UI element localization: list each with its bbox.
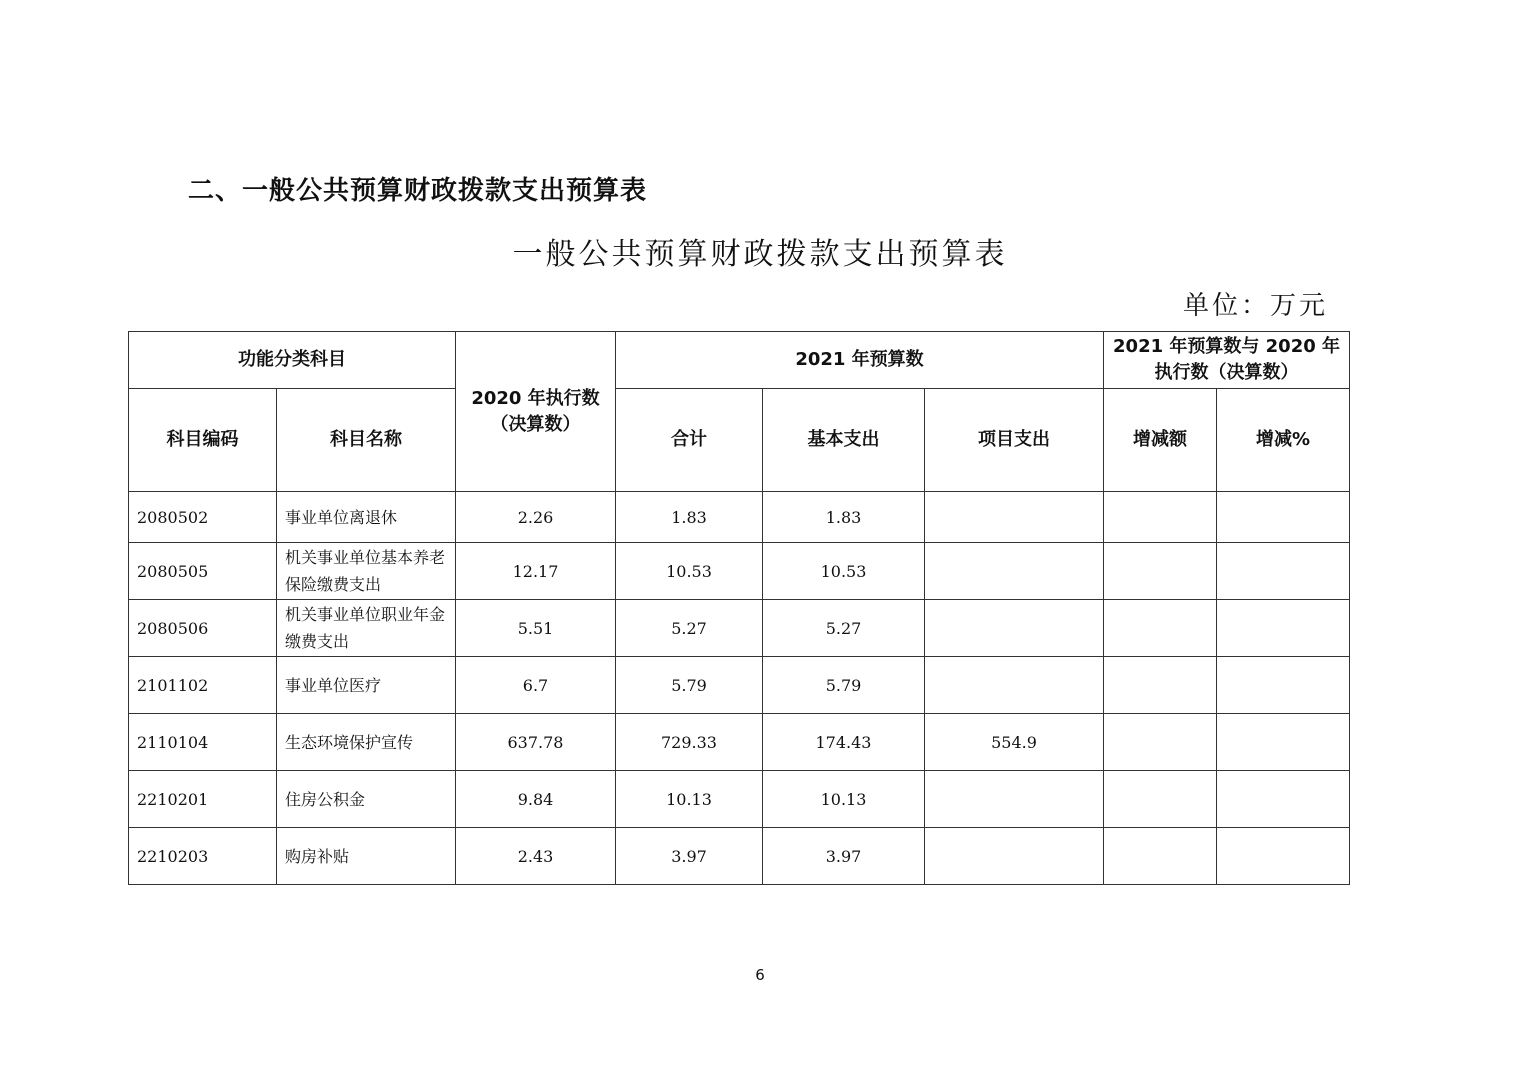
header-compare: 2021 年预算数与 2020 年执行数（决算数） bbox=[1104, 332, 1350, 389]
header-total: 合计 bbox=[616, 389, 763, 492]
cell-change-amount bbox=[1104, 828, 1217, 885]
cell-total: 10.53 bbox=[616, 543, 763, 600]
cell-code: 2110104 bbox=[129, 714, 277, 771]
header-exec-2020: 2020 年执行数（决算数） bbox=[456, 332, 616, 492]
header-budget-2021: 2021 年预算数 bbox=[616, 332, 1104, 389]
cell-project bbox=[925, 828, 1104, 885]
cell-change-amount bbox=[1104, 543, 1217, 600]
cell-change-pct bbox=[1217, 828, 1350, 885]
cell-project bbox=[925, 492, 1104, 543]
cell-name: 生态环境保护宣传 bbox=[277, 714, 456, 771]
cell-total: 3.97 bbox=[616, 828, 763, 885]
cell-basic: 10.13 bbox=[763, 771, 925, 828]
cell-code: 2080505 bbox=[129, 543, 277, 600]
cell-change-pct bbox=[1217, 600, 1350, 657]
page-number: 6 bbox=[755, 966, 765, 984]
cell-total: 729.33 bbox=[616, 714, 763, 771]
cell-change-amount bbox=[1104, 492, 1217, 543]
cell-total: 5.79 bbox=[616, 657, 763, 714]
cell-project bbox=[925, 771, 1104, 828]
cell-code: 2080506 bbox=[129, 600, 277, 657]
cell-basic: 1.83 bbox=[763, 492, 925, 543]
table-title: 一般公共预算财政拨款支出预算表 bbox=[512, 237, 1008, 272]
cell-code: 2101102 bbox=[129, 657, 277, 714]
cell-basic: 5.79 bbox=[763, 657, 925, 714]
table-row bbox=[129, 543, 1350, 600]
budget-table bbox=[128, 331, 1350, 885]
cell-change-pct bbox=[1217, 543, 1350, 600]
table-row bbox=[129, 492, 1350, 543]
cell-change-amount bbox=[1104, 657, 1217, 714]
cell-exec-2020: 2.26 bbox=[456, 492, 616, 543]
cell-change-amount bbox=[1104, 600, 1217, 657]
table-row bbox=[129, 657, 1350, 714]
cell-name: 事业单位医疗 bbox=[277, 657, 456, 714]
header-basic: 基本支出 bbox=[763, 389, 925, 492]
cell-code: 2210203 bbox=[129, 828, 277, 885]
cell-name: 事业单位离退休 bbox=[277, 492, 456, 543]
cell-basic: 5.27 bbox=[763, 600, 925, 657]
cell-name: 机关事业单位基本养老保险缴费支出 bbox=[277, 543, 456, 600]
cell-exec-2020: 5.51 bbox=[456, 600, 616, 657]
table-row bbox=[129, 600, 1350, 657]
header-func-class: 功能分类科目 bbox=[129, 332, 456, 389]
cell-total: 10.13 bbox=[616, 771, 763, 828]
table-row bbox=[129, 828, 1350, 885]
cell-change-pct bbox=[1217, 714, 1350, 771]
header-change-pct: 增减% bbox=[1217, 389, 1350, 492]
cell-change-pct bbox=[1217, 492, 1350, 543]
header-code: 科目编码 bbox=[129, 389, 277, 492]
section-heading: 二、一般公共预算财政拨款支出预算表 bbox=[188, 176, 648, 206]
cell-total: 1.83 bbox=[616, 492, 763, 543]
cell-basic: 10.53 bbox=[763, 543, 925, 600]
cell-name: 机关事业单位职业年金缴费支出 bbox=[277, 600, 456, 657]
cell-change-amount bbox=[1104, 771, 1217, 828]
cell-name: 购房补贴 bbox=[277, 828, 456, 885]
cell-change-pct bbox=[1217, 771, 1350, 828]
cell-basic: 3.97 bbox=[763, 828, 925, 885]
unit-label: 单位：万元 bbox=[1182, 291, 1328, 321]
cell-project bbox=[925, 657, 1104, 714]
cell-project bbox=[925, 600, 1104, 657]
cell-code: 2080502 bbox=[129, 492, 277, 543]
cell-exec-2020: 6.7 bbox=[456, 657, 616, 714]
cell-exec-2020: 12.17 bbox=[456, 543, 616, 600]
table-row bbox=[129, 714, 1350, 771]
cell-change-pct bbox=[1217, 657, 1350, 714]
table-row bbox=[129, 771, 1350, 828]
header-project: 项目支出 bbox=[925, 389, 1104, 492]
cell-name: 住房公积金 bbox=[277, 771, 456, 828]
header-name: 科目名称 bbox=[277, 389, 456, 492]
cell-change-amount bbox=[1104, 714, 1217, 771]
header-change-amount: 增减额 bbox=[1104, 389, 1217, 492]
cell-exec-2020: 2.43 bbox=[456, 828, 616, 885]
cell-exec-2020: 637.78 bbox=[456, 714, 616, 771]
cell-basic: 174.43 bbox=[763, 714, 925, 771]
cell-project: 554.9 bbox=[925, 714, 1104, 771]
cell-code: 2210201 bbox=[129, 771, 277, 828]
cell-total: 5.27 bbox=[616, 600, 763, 657]
cell-exec-2020: 9.84 bbox=[456, 771, 616, 828]
cell-project bbox=[925, 543, 1104, 600]
